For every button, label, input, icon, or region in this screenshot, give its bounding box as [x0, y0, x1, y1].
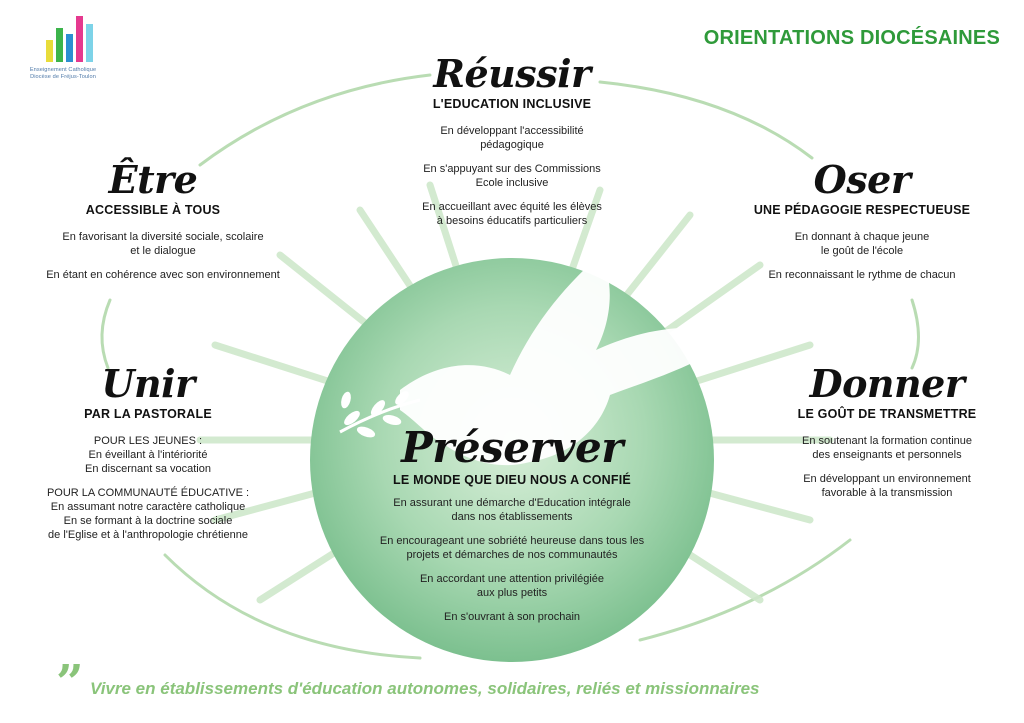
text-line: En étant en cohérence avec son environnement	[46, 269, 280, 281]
footer-motto	[56, 655, 956, 711]
text-line: à besoins éducatifs particuliers	[436, 215, 588, 227]
text-line: En s'appuyant sur des Commissions	[423, 163, 601, 175]
page-title: ORIENTATIONS DIOCÉSAINES	[703, 27, 1000, 49]
oser-subtitle: UNE PÉDAGOGIE RESPECTUEUSE	[753, 203, 971, 217]
etre-subtitle: ACCESSIBLE À TOUS	[85, 203, 221, 217]
text-line: En accueillant avec équité les élèves	[422, 201, 602, 213]
text-line: En discernant sa vocation	[85, 463, 211, 475]
oser-block	[712, 158, 1012, 282]
preserver-lines	[342, 496, 682, 624]
text-line: En s'ouvrant à son prochain	[443, 611, 581, 623]
unir-subtitle: PAR LA PASTORALE	[84, 407, 212, 421]
text-line: En assumant notre caractère catholique	[50, 501, 246, 513]
text-line: des enseignants et personnels	[812, 449, 962, 461]
text-line: pédagogique	[480, 139, 544, 151]
oser-title: Oser	[813, 157, 911, 202]
reussir-block	[362, 52, 662, 228]
etre-title: Être	[108, 157, 198, 202]
text-line: de l'Eglise et à l'anthropologie chrétienne	[48, 529, 248, 541]
text-line: aux plus petits	[476, 587, 548, 599]
text-line: En favorisant la diversité sociale, scolaire	[62, 231, 264, 243]
text-line: En soutenant la formation continue	[801, 435, 972, 447]
text-line: projets et démarches de nos communautés	[406, 549, 618, 561]
motto-text: Vivre en établissements d'éducation autonomes, solidaires, reliés et missionnaires	[90, 679, 760, 698]
preserver-block	[342, 424, 682, 624]
text-line: En se formant à la doctrine sociale	[63, 515, 233, 527]
reussir-title: Réussir	[433, 51, 591, 96]
unir-lines	[8, 434, 288, 542]
text-line: dans nos établissements	[451, 511, 573, 523]
logo-text-line1: Enseignement Catholique	[29, 67, 97, 73]
text-line: POUR LES JEUNES :	[93, 435, 203, 447]
etre-lines	[8, 230, 318, 282]
reussir-lines	[362, 124, 662, 228]
logo-bars-icon	[40, 14, 100, 64]
text-line: En assurant une démarche d'Education intégrale	[393, 497, 631, 509]
text-line: le goût de l'école	[820, 245, 904, 257]
text-line: Ecole inclusive	[475, 177, 549, 189]
donner-title: Donner	[809, 361, 965, 406]
text-line: et le dialogue	[130, 245, 196, 257]
text-line: En éveillant à l'intériorité	[88, 449, 208, 461]
donner-lines	[756, 434, 1018, 500]
unir-title: Unir	[101, 361, 195, 406]
text-line: En développant un environnement	[803, 473, 971, 485]
text-line: favorable à la transmission	[821, 487, 953, 499]
text-line: POUR LA COMMUNAUTÉ ÉDUCATIVE :	[46, 487, 250, 499]
unir-block	[8, 362, 288, 542]
text-line: En encourageant une sobriété heureuse dans tous les	[379, 535, 645, 547]
donner-block	[756, 362, 1018, 500]
logo-text-line2: Diocèse de Fréjus-Toulon	[30, 74, 96, 80]
donner-subtitle: LE GOÛT DE TRANSMETTRE	[797, 407, 977, 421]
preserver-title: Préserver	[401, 423, 623, 472]
text-line: En développant l'accessibilité	[440, 125, 584, 137]
diocese-logo	[18, 14, 108, 84]
text-line: En accordant une attention privilégiée	[419, 573, 605, 585]
etre-block	[8, 158, 318, 282]
text-line: En reconnaissant le rythme de chacun	[768, 269, 956, 281]
text-line: En donnant à chaque jeune	[794, 231, 930, 243]
reussir-subtitle: L'EDUCATION INCLUSIVE	[432, 97, 592, 111]
quote-icon: ”	[56, 655, 84, 711]
preserver-subtitle: LE MONDE QUE DIEU NOUS A CONFIÉ	[393, 473, 631, 487]
oser-lines	[712, 230, 1012, 282]
